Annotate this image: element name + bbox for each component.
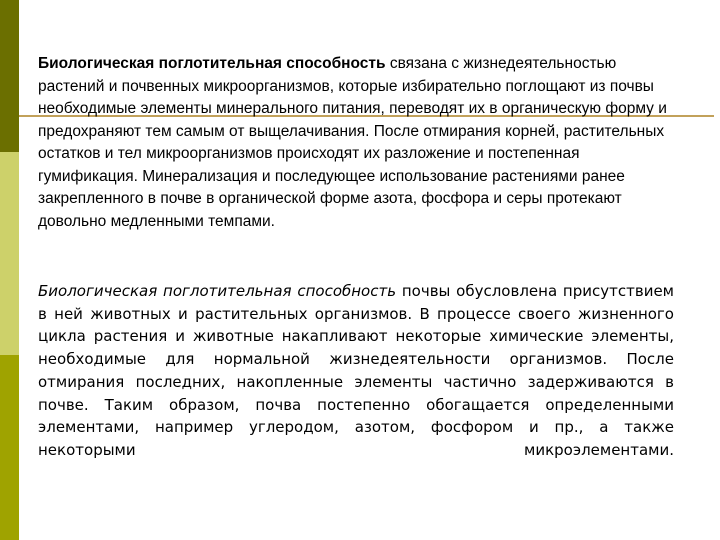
paragraph-1-body: связана с жизнедеятельностью растений и почвенных микроорганизмов, которые избирательно поглощают из почвы необходимые элементы минерального питания, переводят их в органическую форму и предохраняют тем самым от выщелачивания. После отмирания корней, растительных остатков и тел микроорганизмов происходят их разложение и постепенная гумификация. Минерализация и последующее использование растениями ранее закрепленного в почве в органической форме азота, фосфора и серы протекают довольно медленными темпами. [38, 55, 667, 230]
paragraph-1-lead-term: Биологическая поглотительная способность [38, 55, 386, 72]
side-accent-bar-top [0, 0, 19, 152]
side-accent-bar-bottom [0, 355, 19, 540]
paragraph-2 [38, 280, 674, 462]
paragraph-1 [38, 53, 678, 233]
paragraph-2-body: почвы обусловлена присутствием в ней животных и растительных организмов. В процессе своего жизненного цикла растения и животные накапливают некоторые химические элементы, необходимые для нормальной жизнедеятельности организмов. После отмирания последних, накопленные элементы частично задерживаются в почве. Таким образом, почва постепенно обогащается определенными элементами, например углеродом, азотом, фосфором и пр., а также некоторыми микроэлементами. [38, 282, 674, 459]
paragraph-2-lead-term: Биологическая поглотительная способность [38, 282, 397, 300]
side-accent-bar-middle [0, 152, 19, 355]
